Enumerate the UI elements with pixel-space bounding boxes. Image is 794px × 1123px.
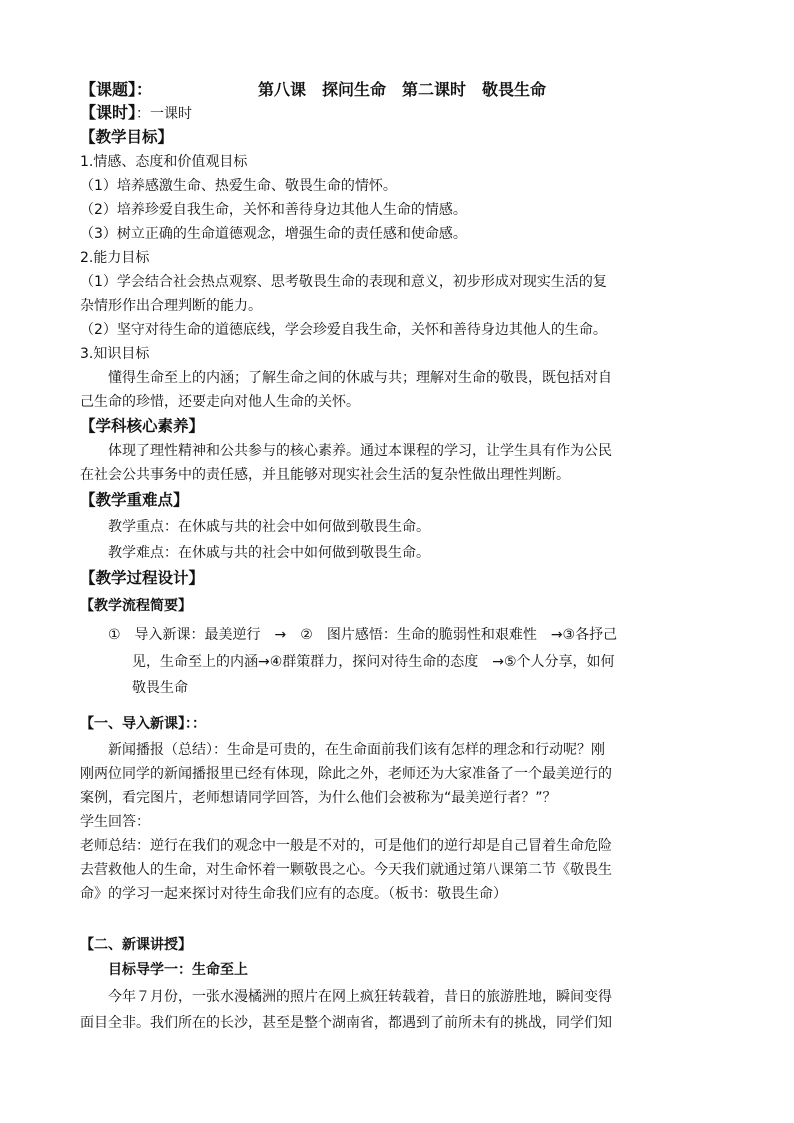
period-row [80,101,192,126]
period-value: ：一课时 [136,106,193,122]
objectives-heading: 【教学目标】 [80,128,174,146]
process-heading: 【教学过程设计】 [80,569,205,587]
ability-item-2: （2）坚守对待生命的道德底线，学会珍爱自我生命，关怀和善待身边其他人的生命。 [80,322,607,338]
emotion-item: （2）培养珍爱自我生命，关怀和善待身边其他人生命的情感。 [80,202,467,218]
emotion-item: （3）树立正确的生命道德观念，增强生命的责任感和使命感。 [80,226,467,242]
flow-line-1: ① 导入新课：最美逆行 → ② 图片感悟：生命的脆弱性和艰难性 →③各抒己 [108,627,618,643]
knowledge-line-1: 懂得生命至上的内涵；了解生命之间的休戚与共；理解对生命的敬畏，既包括对自 [108,370,612,386]
literacy-line-1: 体现了理性精神和公共参与的核心素养。通过本课程的学习，让学生具有作为公民 [108,443,612,459]
news-line-1: 新闻播报（总结）：生命是可贵的，在生命面前我们该有怎样的理念和行动呢？刚 [108,742,605,758]
news-line-2: 刚两位同学的新闻播报里已经有体现，除此之外，老师还为大家准备了一个最美逆行的 [80,766,612,782]
goal-1-heading: 目标导学一：生命至上 [108,962,248,978]
lesson-title: 第八课 探问生命 第二课时 敬畏生命 [258,80,547,99]
flow-line-2: 见，生命至上的内涵→④群策群力，探问对待生命的态度 →⑤个人分享，如何 [132,654,615,670]
keypoints-heading: 【教学重难点】 [80,491,189,509]
knowledge-objective-heading: 3.知识目标 [80,346,150,362]
flow-line-3: 敬畏生命 [132,680,188,696]
summary-line-2: 去营救他人的生命，对生命怀着一颗敬畏之心。今天我们就通过第八课第二节《敬畏生 [80,862,612,878]
teaching-focus: 教学重点：在休戚与共的社会中如何做到敬畏生命。 [108,519,430,535]
teaching-difficulty: 教学难点：在休戚与共的社会中如何做到敬畏生命。 [108,545,430,561]
ability-item-1-line-1: （1）学会结合社会热点观察、思考敬畏生命的表现和意义，初步形成对现实生活的复 [80,274,607,290]
flow-heading: 【教学流程简要】 [80,598,192,614]
literacy-line-2: 在社会公共事务中的责任感，并且能够对现实社会生活的复杂性做出理性判断。 [80,467,570,483]
section-1-heading: 【一、导入新课】：： [80,716,206,732]
summary-line-1: 老师总结：逆行在我们的观念中一般是不对的，可是他们的逆行却是自己冒着生命危险 [80,838,612,854]
emotion-item: （1）培养感激生命、热爱生命、敬畏生命的情怀。 [80,178,397,194]
period-label: 【课时】 [80,103,137,122]
paragraph-line-1: 今年７月份，一张水漫橘洲的照片在网上疯狂转载着，昔日的旅游胜地，瞬间变得 [108,989,612,1005]
section-2-heading: 【二、新课讲授】 [80,937,192,953]
emotion-objective-heading: 1.情感、态度和价值观目标 [80,154,248,170]
ability-objective-heading: 2.能力目标 [80,250,150,266]
knowledge-line-2: 己生命的珍惜，还要走向对他人生命的关怀。 [80,394,360,410]
paragraph-line-2: 面目全非。我们所在的长沙，甚至是整个湖南省，都遇到了前所未有的挑战，同学们知 [80,1015,612,1031]
ability-item-1-line-2: 杂情形作出合理判断的能力。 [80,298,262,314]
literacy-heading: 【学科核心素养】 [80,417,205,435]
student-answer: 学生回答： [80,814,150,830]
subject-label: 【课题】： [80,80,153,99]
summary-line-3: 命》的学习一起来探讨对待生命我们应有的态度。（板书：敬畏生命） [80,886,507,902]
news-line-3: 案例，看完图片，老师想请同学回答，为什么他们会被称为“最美逆行者？”？ [80,790,557,806]
